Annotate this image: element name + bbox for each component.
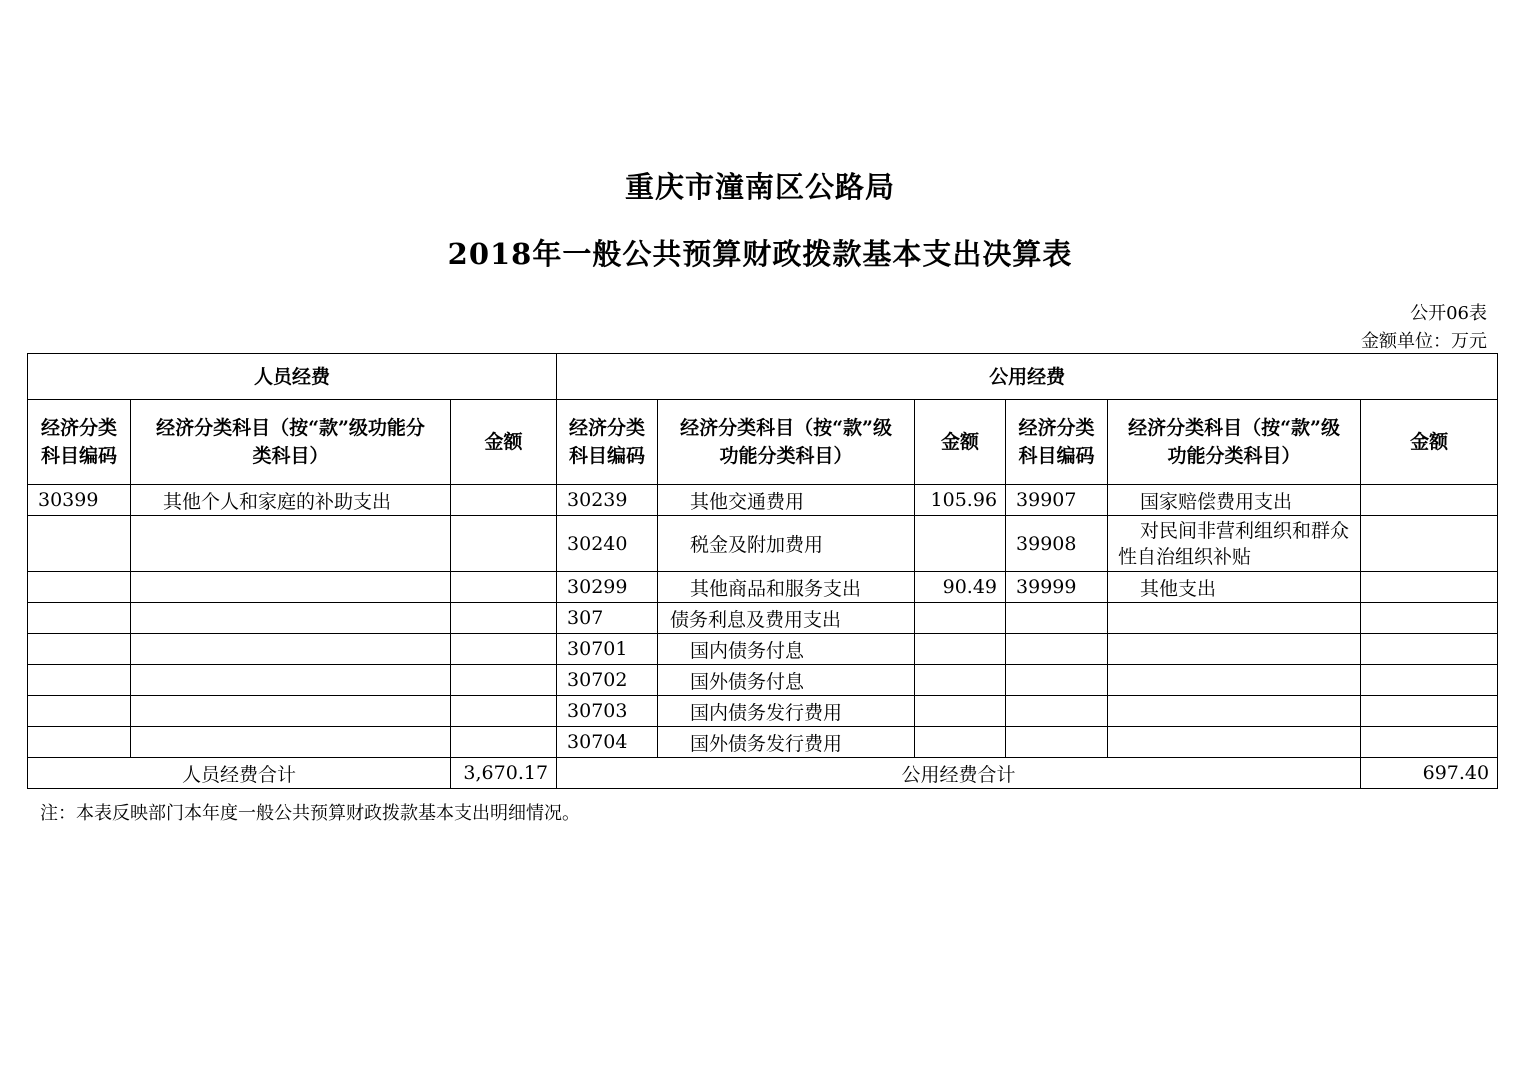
personnel-code — [28, 634, 131, 665]
public-code: 30299 — [557, 572, 658, 603]
public-code: 30240 — [557, 516, 658, 572]
public-name-2: 对民间非营利组织和群众性自治组织补贴 — [1108, 516, 1361, 572]
public-name-2: 其他支出 — [1108, 572, 1361, 603]
personnel-code — [28, 572, 131, 603]
public-code-2 — [1006, 696, 1108, 727]
personnel-amount — [451, 634, 557, 665]
public-name-2 — [1108, 665, 1361, 696]
header-amount: 金额 — [451, 400, 557, 485]
personnel-code — [28, 665, 131, 696]
table-row — [28, 603, 1498, 634]
personnel-code: 30399 — [28, 485, 131, 516]
public-name: 国外债务付息 — [658, 665, 915, 696]
table-row — [28, 485, 1498, 516]
personnel-amount — [451, 485, 557, 516]
public-amount: 90.49 — [915, 572, 1006, 603]
public-amount-2 — [1361, 696, 1498, 727]
public-amount — [915, 634, 1006, 665]
public-amount-2 — [1361, 727, 1498, 758]
personnel-name — [131, 603, 451, 634]
header-amount: 金额 — [1361, 400, 1498, 485]
public-name: 债务利息及费用支出 — [658, 603, 915, 634]
table-row — [28, 665, 1498, 696]
personnel-amount — [451, 572, 557, 603]
public-amount-2 — [1361, 665, 1498, 696]
table-title: 2018年一般公共预算财政拨款基本支出决算表 — [447, 237, 1073, 271]
public-amount — [915, 665, 1006, 696]
public-name: 国内债务发行费用 — [658, 696, 915, 727]
amount-unit: 金额单位：万元 — [1361, 331, 1487, 352]
expenditure-table — [27, 353, 1498, 789]
personnel-amount — [451, 665, 557, 696]
personnel-name — [131, 696, 451, 727]
public-total-label: 公用经费合计 — [557, 758, 1361, 789]
personnel-amount — [451, 727, 557, 758]
public-amount-2 — [1361, 485, 1498, 516]
public-amount-2 — [1361, 516, 1498, 572]
public-name-2 — [1108, 634, 1361, 665]
public-amount-2 — [1361, 603, 1498, 634]
personnel-code — [28, 696, 131, 727]
public-code: 30703 — [557, 696, 658, 727]
personnel-name — [131, 634, 451, 665]
public-amount: 105.96 — [915, 485, 1006, 516]
public-name-2 — [1108, 727, 1361, 758]
public-code: 30239 — [557, 485, 658, 516]
personnel-name: 其他个人和家庭的补助支出 — [131, 485, 451, 516]
header-name: 经济分类科目（按“款”级功能分类科目） — [658, 400, 915, 485]
personnel-code — [28, 516, 131, 572]
public-amount — [915, 727, 1006, 758]
header-code: 经济分类科目编码 — [28, 400, 131, 485]
header-code: 经济分类科目编码 — [557, 400, 658, 485]
personnel-amount — [451, 696, 557, 727]
personnel-total-label: 人员经费合计 — [28, 758, 451, 789]
public-code-2 — [1006, 634, 1108, 665]
page-title: 重庆市潼南区公路局 — [624, 170, 895, 204]
totals-row — [28, 758, 1498, 789]
public-name-2 — [1108, 696, 1361, 727]
table-row — [28, 727, 1498, 758]
public-total-amount: 697.40 — [1361, 758, 1498, 789]
form-number: 公开06表 — [1410, 303, 1487, 324]
table-row — [28, 572, 1498, 603]
public-amount-2 — [1361, 572, 1498, 603]
personnel-amount — [451, 516, 557, 572]
header-amount: 金额 — [915, 400, 1006, 485]
personnel-code — [28, 727, 131, 758]
public-amount — [915, 603, 1006, 634]
public-name: 税金及附加费用 — [658, 516, 915, 572]
public-code-2 — [1006, 603, 1108, 634]
public-code: 30704 — [557, 727, 658, 758]
personnel-amount — [451, 603, 557, 634]
public-code: 30701 — [557, 634, 658, 665]
public-name: 其他商品和服务支出 — [658, 572, 915, 603]
personnel-name — [131, 572, 451, 603]
personnel-name — [131, 516, 451, 572]
public-name: 国内债务付息 — [658, 634, 915, 665]
personnel-name — [131, 665, 451, 696]
group-header-row — [28, 354, 1498, 400]
header-name: 经济分类科目（按“款”级功能分类科目） — [131, 400, 451, 485]
public-name-2: 国家赔偿费用支出 — [1108, 485, 1361, 516]
public-code-2 — [1006, 727, 1108, 758]
public-name: 其他交通费用 — [658, 485, 915, 516]
public-amount — [915, 516, 1006, 572]
public-name-2 — [1108, 603, 1361, 634]
personnel-name — [131, 727, 451, 758]
public-code: 307 — [557, 603, 658, 634]
public-amount — [915, 696, 1006, 727]
group-public: 公用经费 — [557, 354, 1498, 400]
table-row — [28, 516, 1498, 572]
table-row — [28, 634, 1498, 665]
table-row — [28, 696, 1498, 727]
column-header-row — [28, 400, 1498, 485]
personnel-total-amount: 3,670.17 — [451, 758, 557, 789]
public-amount-2 — [1361, 634, 1498, 665]
header-name: 经济分类科目（按“款”级功能分类科目） — [1108, 400, 1361, 485]
public-code-2 — [1006, 665, 1108, 696]
personnel-code — [28, 603, 131, 634]
public-code-2: 39999 — [1006, 572, 1108, 603]
public-code: 30702 — [557, 665, 658, 696]
public-code-2: 39907 — [1006, 485, 1108, 516]
public-name: 国外债务发行费用 — [658, 727, 915, 758]
group-personnel: 人员经费 — [28, 354, 557, 400]
public-code-2: 39908 — [1006, 516, 1108, 572]
header-code: 经济分类科目编码 — [1006, 400, 1108, 485]
footnote: 注：本表反映部门本年度一般公共预算财政拨款基本支出明细情况。 — [40, 803, 580, 824]
